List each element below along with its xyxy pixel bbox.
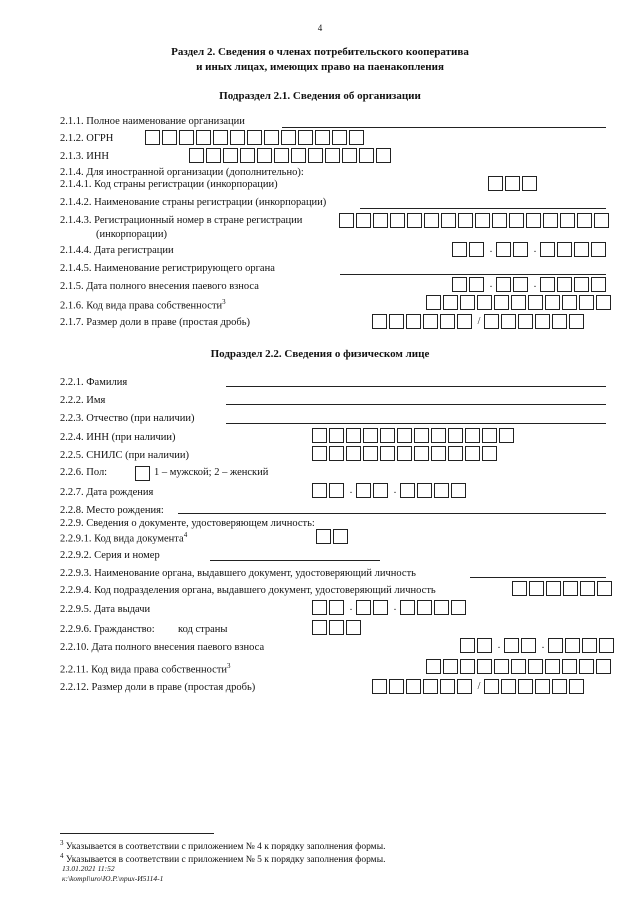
entry-cell[interactable] (596, 295, 611, 310)
entry-cell[interactable] (397, 428, 412, 443)
entry-cell[interactable] (591, 242, 606, 257)
file-path: к:\kompl\uro\Ю.Р.\npux-И5114-1 (62, 874, 164, 883)
entry-cell[interactable] (417, 600, 432, 615)
entry-cell[interactable] (440, 679, 455, 694)
gender-hint: 1 – мужской; 2 – женский (154, 467, 269, 478)
entry-cell[interactable] (329, 428, 344, 443)
label-2-2-2: 2.2.2. Имя (60, 395, 106, 406)
entry-cell[interactable] (247, 130, 262, 145)
country-code-cells[interactable] (488, 176, 539, 192)
entry-cell[interactable] (591, 277, 606, 292)
entry-cell[interactable] (565, 638, 580, 653)
ogrn-cells[interactable] (145, 130, 366, 146)
org-full-name-field[interactable] (282, 127, 606, 128)
label-2-1-4-2: 2.1.4.2. Наименование страны регистрации (инкорпорации) (60, 197, 327, 208)
entry-cell[interactable] (346, 620, 361, 635)
label-country-code: код страны (178, 624, 228, 635)
entry-cell[interactable] (312, 446, 327, 461)
entry-cell[interactable] (414, 446, 429, 461)
label-2-1-6: 2.1.6. Код вида права собственности$^3$ (60, 298, 226, 312)
series-number-field[interactable] (210, 560, 380, 561)
entry-cell[interactable] (594, 213, 609, 228)
entry-cell[interactable] (312, 483, 327, 498)
entry-cell[interactable] (513, 277, 528, 292)
entry-cell[interactable] (145, 130, 160, 145)
entry-cell[interactable] (274, 148, 289, 163)
entry-cell[interactable] (189, 148, 204, 163)
entry-cell[interactable] (312, 600, 327, 615)
label-2-2-9-3: 2.2.9.3. Наименование органа, выдавшего документ, удостоверяющий личность (60, 568, 416, 579)
separator: . (393, 602, 397, 613)
entry-cell[interactable] (363, 446, 378, 461)
entry-cell[interactable] (560, 213, 575, 228)
entry-cell[interactable] (363, 428, 378, 443)
label-2-1-3: 2.1.3. ИНН (60, 151, 109, 162)
separator: . (489, 279, 493, 290)
label-2-2-9-4: 2.2.9.4. Код подразделения органа, выдавшего документ, удостоверяющий личность (60, 585, 436, 596)
label-2-1-4-3-cont: (инкорпорации) (96, 229, 167, 240)
entry-cell[interactable] (545, 659, 560, 674)
entry-cell[interactable] (332, 130, 347, 145)
entry-cell[interactable] (452, 277, 467, 292)
entry-cell[interactable] (477, 638, 492, 653)
person-inn-cells[interactable] (312, 428, 516, 444)
entry-cell[interactable] (315, 130, 330, 145)
entry-cell[interactable] (521, 638, 536, 653)
entry-cell[interactable] (390, 213, 405, 228)
entry-cell[interactable] (535, 314, 550, 329)
entry-cell[interactable] (451, 483, 466, 498)
label-2-2-9-1: 2.2.9.1. Код вида документа$^4$ (60, 531, 188, 545)
label-2-2-7: 2.2.7. Дата рождения (60, 487, 154, 498)
registration-date-cells[interactable] (452, 242, 608, 258)
issuing-authority-field[interactable] (470, 577, 606, 578)
entry-cell[interactable] (528, 295, 543, 310)
share-payment-date-cells[interactable] (452, 277, 608, 293)
entry-cell[interactable] (484, 314, 499, 329)
entry-cell[interactable] (162, 130, 177, 145)
entry-cell[interactable] (543, 213, 558, 228)
entry-cell[interactable] (569, 679, 584, 694)
entry-cell[interactable] (494, 295, 509, 310)
entry-cell[interactable] (372, 679, 387, 694)
label-2-1-4-4: 2.1.4.4. Дата регистрации (60, 245, 174, 256)
entry-cell[interactable] (579, 295, 594, 310)
label-2-1-1: 2.1.1. Полное наименование организации (60, 116, 245, 127)
entry-cell[interactable] (548, 638, 563, 653)
entry-cell[interactable] (281, 130, 296, 145)
entry-cell[interactable] (316, 529, 331, 544)
department-code-cells[interactable] (512, 581, 614, 597)
entry-cell[interactable] (477, 659, 492, 674)
entry-cell[interactable] (460, 659, 475, 674)
entry-cell[interactable] (423, 679, 438, 694)
entry-cell[interactable] (441, 213, 456, 228)
entry-cell[interactable] (574, 242, 589, 257)
entry-cell[interactable] (552, 679, 567, 694)
separator: . (393, 485, 397, 496)
entry-cell[interactable] (380, 446, 395, 461)
entry-cell[interactable] (431, 446, 446, 461)
entry-cell[interactable] (563, 581, 578, 596)
footnote-3: $^3$ Указывается в соответствии с приложением № 4 к порядку заполнения формы. (60, 839, 386, 853)
entry-cell[interactable] (380, 428, 395, 443)
entry-cell[interactable] (496, 277, 511, 292)
entry-cell[interactable] (529, 581, 544, 596)
foreign-reg-number-cells[interactable] (339, 213, 611, 229)
entry-cell[interactable] (434, 483, 449, 498)
entry-cell[interactable] (518, 314, 533, 329)
entry-cell[interactable] (400, 483, 415, 498)
entry-cell[interactable] (440, 314, 455, 329)
entry-cell[interactable] (465, 428, 480, 443)
entry-cell[interactable] (400, 600, 415, 615)
separator: / (477, 316, 481, 327)
entry-cell[interactable] (488, 176, 503, 191)
entry-cell[interactable] (512, 581, 527, 596)
entry-cell[interactable] (465, 446, 480, 461)
birth-place-field[interactable] (178, 513, 606, 514)
subsection-2-1-title: Подраздел 2.1. Сведения об организации (219, 90, 421, 102)
entry-cell[interactable] (389, 679, 404, 694)
inn-cells[interactable] (189, 148, 393, 164)
label-2-2-10: 2.2.10. Дата полного внесения паевого взноса (60, 642, 265, 653)
entry-cell[interactable] (457, 679, 472, 694)
entry-cell[interactable] (356, 213, 371, 228)
label-2-1-4-5: 2.1.4.5. Наименование регистрирующего органа (60, 263, 275, 274)
entry-cell[interactable] (511, 659, 526, 674)
entry-cell[interactable] (452, 242, 467, 257)
entry-cell[interactable] (443, 295, 458, 310)
entry-cell[interactable] (346, 446, 361, 461)
entry-cell[interactable] (596, 659, 611, 674)
citizenship-code-cells[interactable] (312, 620, 363, 636)
entry-cell[interactable] (501, 314, 516, 329)
entry-cell[interactable] (562, 295, 577, 310)
person-share-payment-date-cells[interactable] (460, 638, 616, 654)
entry-cell[interactable] (499, 428, 514, 443)
entry-cell[interactable] (426, 659, 441, 674)
entry-cell[interactable] (342, 148, 357, 163)
entry-cell[interactable] (557, 242, 572, 257)
entry-cell[interactable] (376, 148, 391, 163)
person-share-fraction-cells[interactable] (372, 679, 586, 695)
entry-cell[interactable] (540, 277, 555, 292)
entry-cell[interactable] (373, 213, 388, 228)
entry-cell[interactable] (373, 600, 388, 615)
entry-cell[interactable] (325, 148, 340, 163)
entry-cell[interactable] (546, 581, 561, 596)
entry-cell[interactable] (494, 659, 509, 674)
separator: . (497, 640, 501, 651)
entry-cell[interactable] (346, 428, 361, 443)
entry-cell[interactable] (577, 213, 592, 228)
entry-cell[interactable] (597, 581, 612, 596)
registering-authority-field[interactable] (340, 274, 606, 275)
entry-cell[interactable] (482, 428, 497, 443)
print-date: 13.01.2021 11:52 (62, 864, 115, 873)
country-name-field[interactable] (360, 208, 606, 209)
entry-cell[interactable] (406, 314, 421, 329)
entry-cell[interactable] (484, 679, 499, 694)
label-2-2-6: 2.2.6. Пол: (60, 467, 108, 478)
entry-cell[interactable] (329, 446, 344, 461)
section-title-line-1: Раздел 2. Сведения о членах потребительского кооператива (171, 46, 469, 58)
entry-cell[interactable] (552, 314, 567, 329)
separator: / (477, 681, 481, 692)
entry-cell[interactable] (373, 483, 388, 498)
first-name-field[interactable] (226, 404, 606, 405)
label-2-2-3: 2.2.3. Отчество (при наличии) (60, 413, 195, 424)
label-2-2-4: 2.2.4. ИНН (при наличии) (60, 432, 176, 443)
entry-cell[interactable] (460, 638, 475, 653)
separator: . (533, 279, 537, 290)
footnote-4: $^4$ Указывается в соответствии с приложением № 5 к порядку заполнения формы. (60, 852, 386, 866)
entry-cell[interactable] (448, 428, 463, 443)
entry-cell[interactable] (509, 213, 524, 228)
entry-cell[interactable] (359, 148, 374, 163)
ownership-code-cells[interactable] (426, 295, 613, 311)
separator: . (349, 485, 353, 496)
entry-cell[interactable] (179, 130, 194, 145)
entry-cell[interactable] (308, 148, 323, 163)
entry-cell[interactable] (407, 213, 422, 228)
label-2-1-4: 2.1.4. Для иностранной организации (дополнительно): (60, 167, 304, 178)
entry-cell[interactable] (291, 148, 306, 163)
entry-cell[interactable] (599, 638, 614, 653)
entry-cell[interactable] (504, 638, 519, 653)
entry-cell[interactable] (528, 659, 543, 674)
entry-cell[interactable] (545, 295, 560, 310)
entry-cell[interactable] (372, 314, 387, 329)
entry-cell[interactable] (518, 679, 533, 694)
label-2-2-9-5: 2.2.9.5. Дата выдачи (60, 604, 151, 615)
entry-cell[interactable] (579, 659, 594, 674)
snils-cells[interactable] (312, 446, 499, 462)
entry-cell[interactable] (477, 295, 492, 310)
birth-date-cells[interactable] (312, 483, 468, 499)
entry-cell[interactable] (469, 277, 484, 292)
entry-cell[interactable] (424, 213, 439, 228)
entry-cell[interactable] (569, 314, 584, 329)
entry-cell[interactable] (223, 148, 238, 163)
entry-cell[interactable] (135, 466, 150, 481)
entry-cell[interactable] (329, 600, 344, 615)
entry-cell[interactable] (257, 148, 272, 163)
entry-cell[interactable] (264, 130, 279, 145)
footnote-separator (60, 833, 214, 834)
label-2-1-2: 2.1.2. ОГРН (60, 133, 114, 144)
entry-cell[interactable] (230, 130, 245, 145)
label-2-2-8: 2.2.8. Место рождения: (60, 505, 164, 516)
entry-cell[interactable] (535, 679, 550, 694)
entry-cell[interactable] (526, 213, 541, 228)
entry-cell[interactable] (457, 314, 472, 329)
entry-cell[interactable] (580, 581, 595, 596)
entry-cell[interactable] (562, 659, 577, 674)
separator: . (533, 244, 537, 255)
entry-cell[interactable] (496, 242, 511, 257)
entry-cell[interactable] (356, 483, 371, 498)
share-fraction-cells[interactable] (372, 314, 586, 330)
entry-cell[interactable] (312, 428, 327, 443)
label-2-2-11: 2.2.11. Код вида права собственности$^3$ (60, 662, 231, 676)
label-2-2-9-2: 2.2.9.2. Серия и номер (60, 550, 160, 561)
entry-cell[interactable] (501, 679, 516, 694)
entry-cell[interactable] (389, 314, 404, 329)
label-2-1-7: 2.1.7. Размер доли в праве (простая дробь) (60, 317, 250, 328)
section-title-line-2: и иных лицах, имеющих право на паенакопления (196, 61, 444, 73)
entry-cell[interactable] (339, 213, 354, 228)
entry-cell[interactable] (431, 428, 446, 443)
entry-cell[interactable] (329, 483, 344, 498)
entry-cell[interactable] (513, 242, 528, 257)
entry-cell[interactable] (414, 428, 429, 443)
document-type-cells[interactable] (316, 529, 350, 545)
entry-cell[interactable] (349, 130, 364, 145)
entry-cell[interactable] (333, 529, 348, 544)
entry-cell[interactable] (206, 148, 221, 163)
entry-cell[interactable] (582, 638, 597, 653)
entry-cell[interactable] (557, 277, 572, 292)
label-2-2-1: 2.2.1. Фамилия (60, 377, 128, 388)
page-number: 4 (317, 23, 323, 33)
entry-cell[interactable] (458, 213, 473, 228)
entry-cell[interactable] (511, 295, 526, 310)
separator: . (349, 602, 353, 613)
entry-cell[interactable] (196, 130, 211, 145)
entry-cell[interactable] (482, 446, 497, 461)
label-2-2-9: 2.2.9. Сведения о документе, удостоверяющем личность: (60, 518, 315, 529)
entry-cell[interactable] (240, 148, 255, 163)
entry-cell[interactable] (423, 314, 438, 329)
entry-cell[interactable] (443, 659, 458, 674)
entry-cell[interactable] (329, 620, 344, 635)
entry-cell[interactable] (460, 295, 475, 310)
entry-cell[interactable] (312, 620, 327, 635)
entry-cell[interactable] (451, 600, 466, 615)
entry-cell[interactable] (448, 446, 463, 461)
entry-cell[interactable] (522, 176, 537, 191)
entry-cell[interactable] (417, 483, 432, 498)
entry-cell[interactable] (475, 213, 490, 228)
label-2-1-5: 2.1.5. Дата полного внесения паевого взноса (60, 281, 259, 292)
entry-cell[interactable] (397, 446, 412, 461)
entry-cell[interactable] (406, 679, 421, 694)
entry-cell[interactable] (540, 242, 555, 257)
separator: . (541, 640, 545, 651)
patronymic-field[interactable] (226, 423, 606, 424)
entry-cell[interactable] (574, 277, 589, 292)
label-2-1-4-3: 2.1.4.3. Регистрационный номер в стране регистрации (60, 215, 303, 226)
entry-cell[interactable] (356, 600, 371, 615)
label-2-1-4-1: 2.1.4.1. Код страны регистрации (инкорпорации) (60, 179, 278, 190)
entry-cell[interactable] (213, 130, 228, 145)
person-ownership-code-cells[interactable] (426, 659, 613, 675)
entry-cell[interactable] (426, 295, 441, 310)
label-2-2-9-6: 2.2.9.6. Гражданство: (60, 624, 155, 635)
subsection-2-2-title: Подраздел 2.2. Сведения о физическом лице (210, 348, 430, 360)
surname-field[interactable] (226, 386, 606, 387)
label-2-2-12: 2.2.12. Размер доли в праве (простая дробь) (60, 682, 256, 693)
issue-date-cells[interactable] (312, 600, 468, 616)
separator: . (489, 244, 493, 255)
label-2-2-5: 2.2.5. СНИЛС (при наличии) (60, 450, 190, 461)
entry-cell[interactable] (469, 242, 484, 257)
gender-cell[interactable] (135, 466, 152, 482)
entry-cell[interactable] (298, 130, 313, 145)
entry-cell[interactable] (505, 176, 520, 191)
entry-cell[interactable] (492, 213, 507, 228)
entry-cell[interactable] (434, 600, 449, 615)
